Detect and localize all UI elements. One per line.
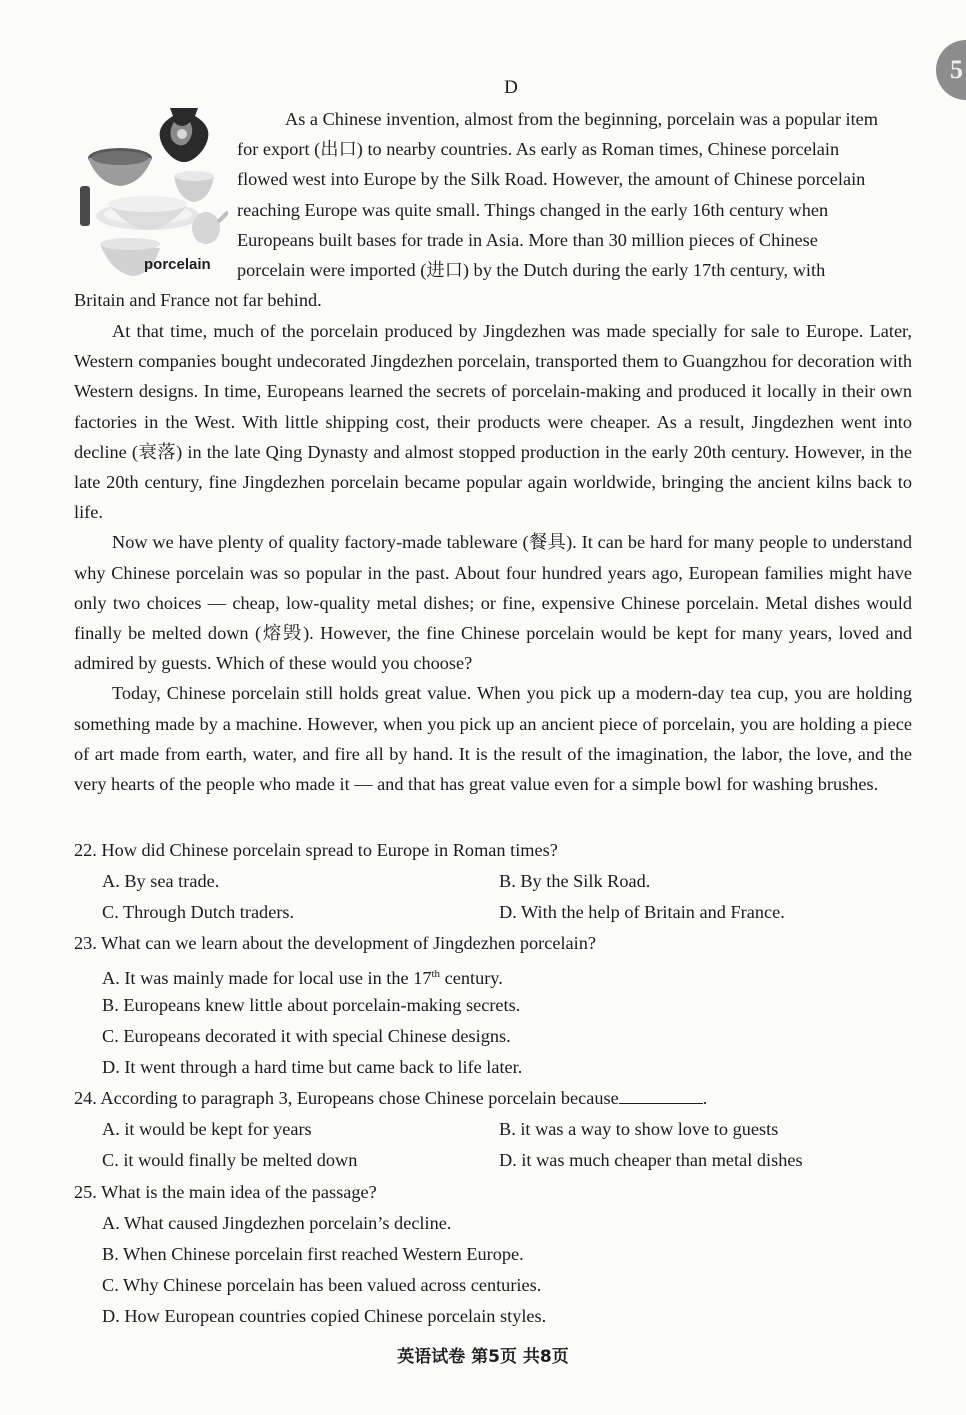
intro-line: flowed west into Europe by the Silk Road. However, the amount of Chinese porcelain [237,169,866,190]
question-stem-text: 24. According to paragraph 3, Europeans chose Chinese porcelain because [74,1088,619,1108]
intro-line: Britain and France not far behind. [74,290,322,311]
question-stem: 25. What is the main idea of the passage? [74,1182,377,1202]
intro-paragraph [74,104,912,315]
option-a[interactable]: A. What caused Jingdezhen porcelain’s decline. [102,1213,452,1233]
section-heading: D [504,77,518,98]
option-d[interactable]: D. With the help of Britain and France. [499,902,785,922]
page-number-tab-label: 5 [950,55,963,84]
paragraph-3: Now we have plenty of quality factory-made tableware (餐具). It can be hard for many people to understand why Chinese porcelain was so popular in the past. About four hundred years ago, European families might have only two choices — cheap, low-quality metal dishes; or fine, expensive Chinese porcelain. Metal dishes would finally be melted down (熔毁). However, the fine Chinese porcelain would be kept for many years, loved and admired by guests. Which of these would you choose? [74,532,912,674]
question-22 [74,835,924,928]
option-b[interactable]: B. By the Silk Road. [499,871,651,891]
question-stem: 23. What can we learn about the development of Jingdezhen porcelain? [74,933,596,953]
passage-body [74,316,912,799]
paragraph-2: At that time, much of the porcelain produced by Jingdezhen was made specially for sale to Europe. Later, Western companies bought undecorated Jingdezhen porcelain, transported them to Guangzhou for decoration with Western designs. In time, Europeans learned the secrets of porcelain-making and produced it locally in their own factories in the West. With little shipping cost, their products were cheaper. As a result, Jingdezhen went into decline (衰落) in the late Qing Dynasty and almost stopped production in the early 20th century. However, in the late 20th century, fine Jingdezhen porcelain became popular again worldwide, bringing the ancient kilns back to life. [74,321,912,523]
option-c[interactable]: C. Why Chinese porcelain has been valued across centuries. [102,1275,542,1295]
option-d[interactable]: D. How European countries copied Chinese porcelain styles. [102,1306,547,1326]
intro-line: As a Chinese invention, almost from the beginning, porcelain was a popular item [285,109,878,129]
question-23 [74,928,924,1083]
option-d[interactable]: D. It went through a hard time but came back to life later. [102,1057,523,1077]
option-a-text: A. It was mainly made for local use in the 17 [102,968,432,989]
page-footer: 英语试卷 第5页 共8页 [397,1347,569,1367]
option-c[interactable]: C. it would finally be melted down [102,1150,358,1170]
question-stem [74,1083,924,1114]
answer-blank[interactable] [619,1085,703,1104]
option-c[interactable]: C. Through Dutch traders. [102,902,295,922]
question-24 [74,1083,924,1176]
intro-line: Europeans built bases for trade in Asia. More than 30 million pieces of Chinese [237,229,818,250]
option-a[interactable]: A. By sea trade. [102,871,220,891]
option-a[interactable] [74,959,503,990]
option-a-superscript: th [431,968,441,980]
paragraph-4: Today, Chinese porcelain still holds great value. When you pick up a modern-day tea cup, you are holding something made by a machine. However, when you pick up an ancient piece of porcelain, you are holding a piece of art made from earth, water, and fire all by hand. It is the result of the imagination, the labor, the love, and the very hearts of the people who made it — and that has great value even for a simple bowl for washing brushes. [74,683,912,795]
question-stem: 22. How did Chinese porcelain spread to Europe in Roman times? [74,840,558,860]
option-b[interactable]: B. Europeans knew little about porcelain-making secrets. [102,995,521,1015]
intro-line: porcelain were imported (进口) by the Dutch during the early 17th century, with [237,260,826,281]
option-c[interactable]: C. Europeans decorated it with special Chinese designs. [102,1026,511,1046]
option-b[interactable]: B. it was a way to show love to guests [499,1119,779,1139]
option-b[interactable]: B. When Chinese porcelain first reached Western Europe. [102,1244,524,1264]
option-a[interactable]: A. it would be kept for years [102,1119,312,1139]
question-stem-end: . [702,1088,708,1108]
intro-line: reaching Europe was quite small. Things changed in the early 16th century when [237,199,829,220]
intro-line: for export (出口) to nearby countries. As early as Roman times, Chinese porcelain [237,139,840,160]
option-a-text-end: century. [440,968,503,989]
option-d[interactable]: D. it was much cheaper than metal dishes [499,1150,803,1170]
question-25 [74,1177,924,1332]
figure-caption: porcelain [144,256,211,273]
